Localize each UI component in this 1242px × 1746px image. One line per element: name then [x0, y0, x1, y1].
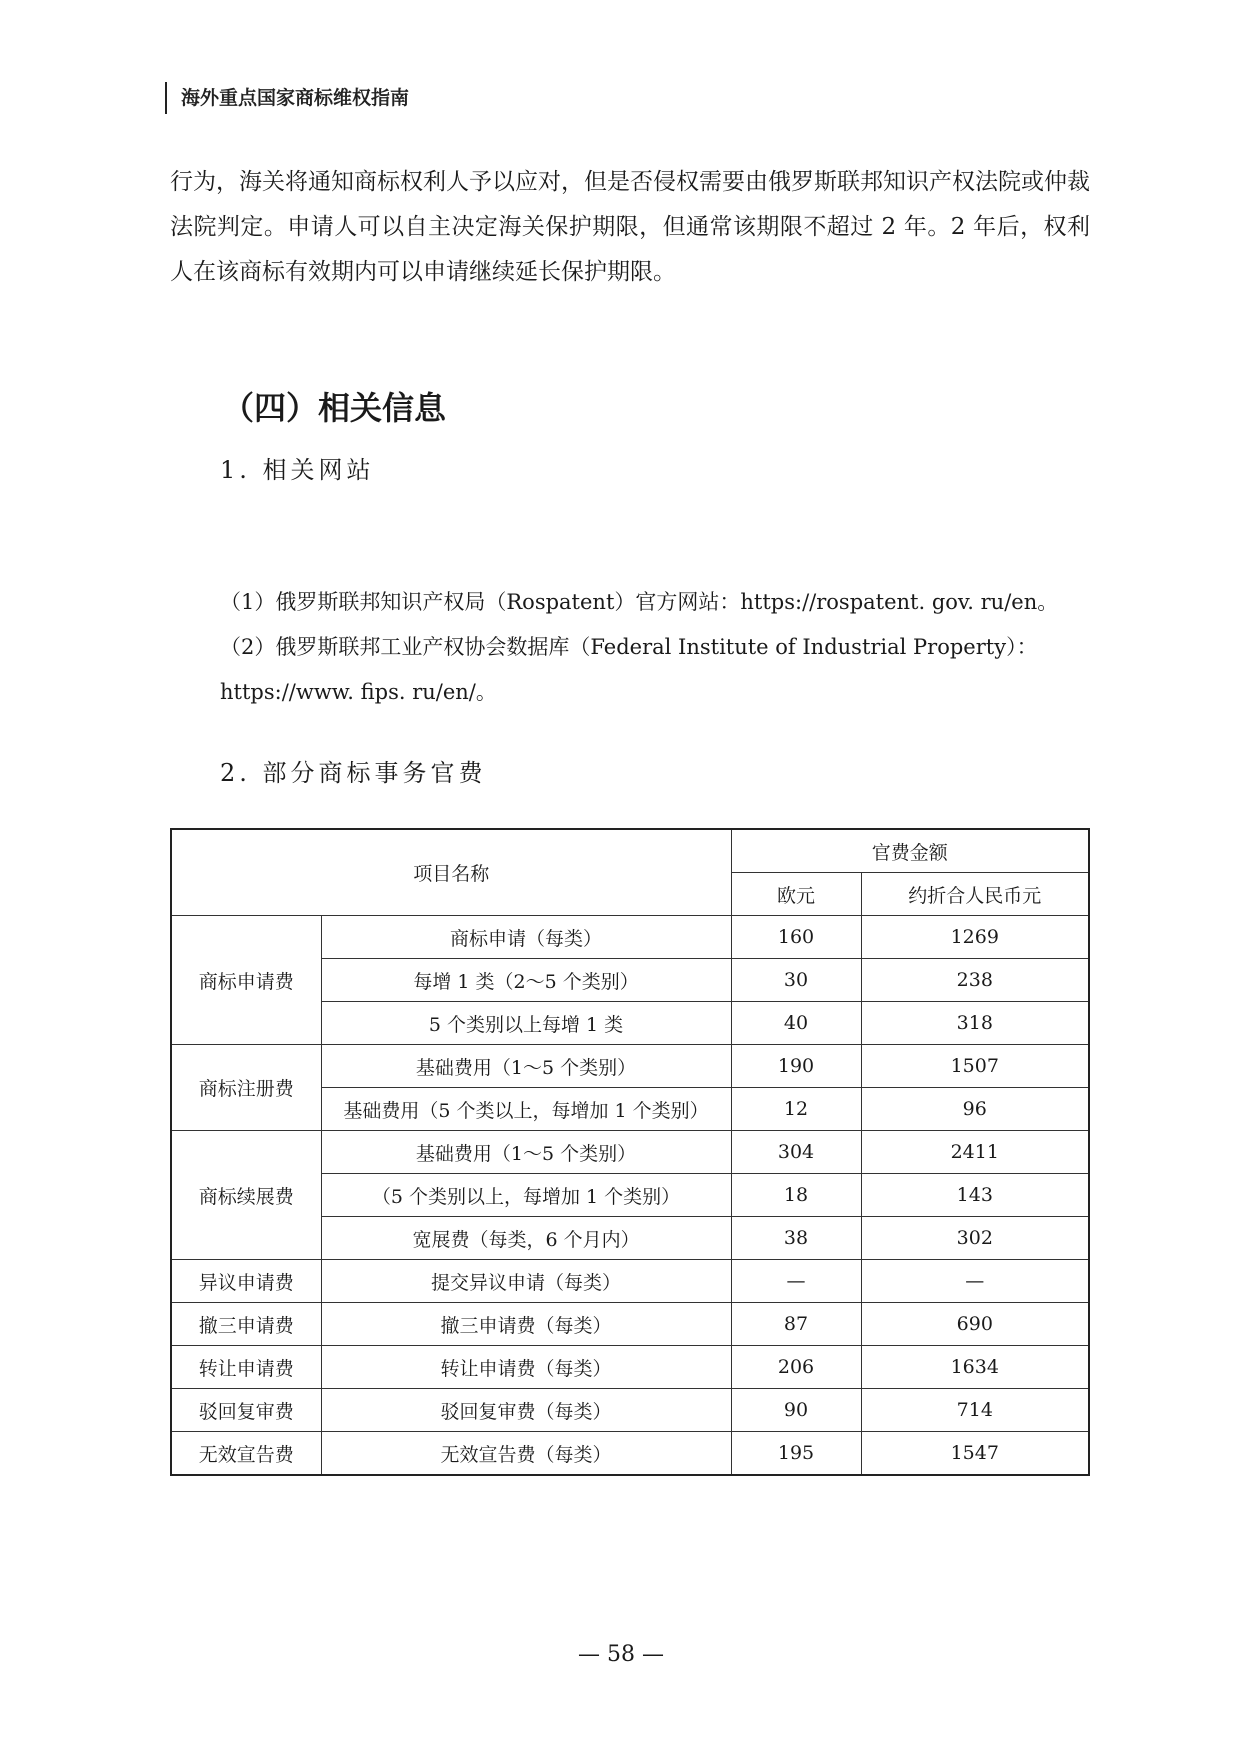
fees-heading: 2. 部分商标事务官费	[220, 759, 487, 787]
fee-cny: 1507	[861, 1045, 1089, 1088]
fee-eur: 30	[731, 959, 861, 1002]
fee-cny: 690	[861, 1303, 1089, 1346]
fee-cny: 302	[861, 1217, 1089, 1260]
fee-cny: 2411	[861, 1131, 1089, 1174]
fee-eur: 195	[731, 1432, 861, 1476]
website-item-rospatent: （1）俄罗斯联邦知识产权局（Rospatent）官方网站：https://rospatent. gov. ru/en。	[220, 590, 1059, 614]
fee-table-body	[171, 916, 1089, 1476]
fee-cny: —	[861, 1260, 1089, 1303]
fee-eur: 12	[731, 1088, 861, 1131]
fee-eur: 206	[731, 1346, 861, 1389]
table-row	[171, 1260, 1089, 1303]
fee-cny: 318	[861, 1002, 1089, 1045]
section-heading: （四）相关信息	[222, 389, 447, 427]
col-cny: 约折合人民币元	[861, 873, 1089, 916]
fee-eur: 18	[731, 1174, 861, 1217]
fee-item: 基础费用（1～5 个类别）	[321, 1045, 731, 1088]
fee-category: 商标注册费	[171, 1045, 321, 1131]
col-item-name: 项目名称	[171, 829, 731, 916]
fee-eur: 160	[731, 916, 861, 959]
fee-eur: 38	[731, 1217, 861, 1260]
fee-item: 驳回复审费（每类）	[321, 1389, 731, 1432]
fee-category: 撤三申请费	[171, 1303, 321, 1346]
fee-cny: 714	[861, 1389, 1089, 1432]
fee-category: 驳回复审费	[171, 1389, 321, 1432]
fee-eur: 304	[731, 1131, 861, 1174]
fee-table-header	[171, 829, 1089, 916]
table-row	[171, 1131, 1089, 1174]
fee-item: 基础费用（5 个类以上，每增加 1 个类别）	[321, 1088, 731, 1131]
fee-item: 商标申请（每类）	[321, 916, 731, 959]
fee-category: 转让申请费	[171, 1346, 321, 1389]
fee-item: 基础费用（1～5 个类别）	[321, 1131, 731, 1174]
fee-item: 撤三申请费（每类）	[321, 1303, 731, 1346]
fee-item: （5 个类别以上，每增加 1 个类别）	[321, 1174, 731, 1217]
fee-eur: 90	[731, 1389, 861, 1432]
fee-cny: 143	[861, 1174, 1089, 1217]
fee-item: 提交异议申请（每类）	[321, 1260, 731, 1303]
website-item-fips: （2）俄罗斯联邦工业产权协会数据库（Federal Institute of Industrial Property）：https://www. fips. ru/en/。	[220, 635, 1038, 704]
table-row	[171, 916, 1089, 959]
intro-paragraph: 行为，海关将通知商标权利人予以应对，但是否侵权需要由俄罗斯联邦知识产权法院或仲裁法院判定。申请人可以自主决定海关保护期限，但通常该期限不超过 2 年。2 年后，权利人在该商标有效期内可以申请继续延长保护期限。	[170, 169, 1090, 285]
fee-category: 无效宣告费	[171, 1432, 321, 1476]
table-row	[171, 1303, 1089, 1346]
fee-item: 5 个类别以上每增 1 类	[321, 1002, 731, 1045]
table-row	[171, 1389, 1089, 1432]
fee-category: 异议申请费	[171, 1260, 321, 1303]
table-row	[171, 1432, 1089, 1476]
fee-item: 宽展费（每类，6 个月内）	[321, 1217, 731, 1260]
fee-item: 无效宣告费（每类）	[321, 1432, 731, 1476]
fee-eur: —	[731, 1260, 861, 1303]
websites-heading: 1. 相关网站	[220, 456, 375, 484]
fee-eur: 87	[731, 1303, 861, 1346]
fee-category: 商标续展费	[171, 1131, 321, 1260]
fee-category: 商标申请费	[171, 916, 321, 1045]
table-row	[171, 1346, 1089, 1389]
col-eur: 欧元	[731, 873, 861, 916]
fee-cny: 238	[861, 959, 1089, 1002]
fee-item: 转让申请费（每类）	[321, 1346, 731, 1389]
fee-cny: 96	[861, 1088, 1089, 1131]
fee-cny: 1269	[861, 916, 1089, 959]
table-row	[171, 1045, 1089, 1088]
fee-cny: 1547	[861, 1432, 1089, 1476]
fee-eur: 190	[731, 1045, 861, 1088]
website-list	[170, 580, 1090, 715]
fee-table	[170, 828, 1090, 1476]
fee-eur: 40	[731, 1002, 861, 1045]
page-number: — 58 —	[578, 1642, 664, 1667]
fee-item: 每增 1 类（2～5 个类别）	[321, 959, 731, 1002]
fee-cny: 1634	[861, 1346, 1089, 1389]
running-header: 海外重点国家商标维权指南	[165, 82, 409, 114]
col-fee-amount: 官费金额	[731, 829, 1089, 873]
